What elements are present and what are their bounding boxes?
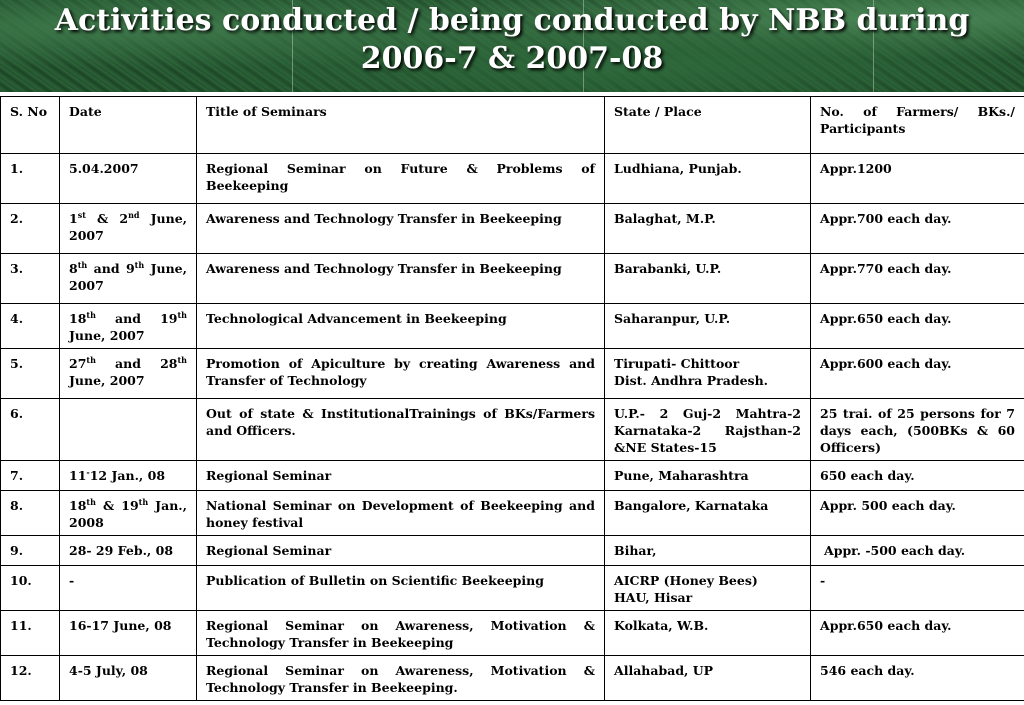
- cell-participants: Appr.600 each day.: [811, 349, 1024, 399]
- cell-place: Tirupati- Chittoor Dist. Andhra Pradesh.: [605, 349, 811, 399]
- cell-sno: 1.: [1, 154, 60, 204]
- cell-title: Promotion of Apiculture by creating Awareness and Transfer of Technology: [197, 349, 605, 399]
- page-title-line2: 2006-7 & 2007-08: [360, 41, 664, 76]
- table-row: [1, 254, 1024, 304]
- header-participants: No. of Farmers/ BKs./ Participants: [811, 97, 1024, 154]
- header-place: State / Place: [605, 97, 811, 154]
- title-banner: [0, 0, 1024, 92]
- cell-participants: 25 trai. of 25 persons for 7 days each, (500BKs & 60 Officers): [811, 399, 1024, 461]
- cell-date: 28- 29 Feb., 08: [60, 536, 197, 566]
- cell-sno: 10.: [1, 566, 60, 611]
- cell-sno: 7.: [1, 461, 60, 491]
- cell-title: Regional Seminar on Awareness, Motivation & Technology Transfer in Beekeeping.: [197, 656, 605, 701]
- cell-date: 5.04.2007: [60, 154, 197, 204]
- cell-title: Awareness and Technology Transfer in Beekeeping: [197, 204, 605, 254]
- cell-participants: Appr.650 each day.: [811, 611, 1024, 656]
- cell-place: Ludhiana, Punjab.: [605, 154, 811, 204]
- cell-title: Regional Seminar: [197, 461, 605, 491]
- table-row: [1, 204, 1024, 254]
- table-header-row: [1, 97, 1024, 154]
- table-row: [1, 536, 1024, 566]
- header-date: Date: [60, 97, 197, 154]
- cell-participants: Appr.770 each day.: [811, 254, 1024, 304]
- cell-participants: Appr. -500 each day.: [811, 536, 1024, 566]
- cell-date: 8th and 9th June, 2007: [60, 254, 197, 304]
- cell-sno: 6.: [1, 399, 60, 461]
- table-row: [1, 304, 1024, 349]
- cell-place: Allahabad, UP: [605, 656, 811, 701]
- cell-sno: 8.: [1, 491, 60, 536]
- cell-date: 16-17 June, 08: [60, 611, 197, 656]
- table-row: [1, 399, 1024, 461]
- cell-sno: 2.: [1, 204, 60, 254]
- cell-date: 1st & 2nd June, 2007: [60, 204, 197, 254]
- table-row: [1, 491, 1024, 536]
- table-row: [1, 154, 1024, 204]
- cell-sno: 3.: [1, 254, 60, 304]
- page-title-line1: Activities conducted / being conducted by NBB during: [54, 3, 970, 38]
- cell-place: Bangalore, Karnataka: [605, 491, 811, 536]
- cell-participants: Appr.1200: [811, 154, 1024, 204]
- table-row: [1, 656, 1024, 701]
- page-title: [0, 0, 1024, 78]
- cell-place: Pune, Maharashtra: [605, 461, 811, 491]
- cell-title: Technological Advancement in Beekeeping: [197, 304, 605, 349]
- cell-participants: Appr.700 each day.: [811, 204, 1024, 254]
- cell-place: Bihar,: [605, 536, 811, 566]
- table-row: [1, 566, 1024, 611]
- cell-participants: 546 each day.: [811, 656, 1024, 701]
- cell-title: Awareness and Technology Transfer in Beekeeping: [197, 254, 605, 304]
- header-sno: S. No: [1, 97, 60, 154]
- cell-place: Saharanpur, U.P.: [605, 304, 811, 349]
- cell-sno: 11.: [1, 611, 60, 656]
- cell-title: Regional Seminar on Awareness, Motivation & Technology Transfer in Beekeeping: [197, 611, 605, 656]
- cell-participants: -: [811, 566, 1024, 611]
- seminar-table-wrapper: [0, 96, 1024, 701]
- cell-sno: 12.: [1, 656, 60, 701]
- cell-place: AICRP (Honey Bees) HAU, Hisar: [605, 566, 811, 611]
- cell-date: 11-12 Jan., 08: [60, 461, 197, 491]
- cell-participants: Appr. 500 each day.: [811, 491, 1024, 536]
- cell-participants: Appr.650 each day.: [811, 304, 1024, 349]
- cell-sno: 4.: [1, 304, 60, 349]
- cell-title: Regional Seminar: [197, 536, 605, 566]
- cell-date: 18th & 19th Jan., 2008: [60, 491, 197, 536]
- cell-date: 4-5 July, 08: [60, 656, 197, 701]
- cell-title: Regional Seminar on Future & Problems of Beekeeping: [197, 154, 605, 204]
- cell-sno: 9.: [1, 536, 60, 566]
- cell-place: Balaghat, M.P.: [605, 204, 811, 254]
- cell-title: National Seminar on Development of Beekeeping and honey festival: [197, 491, 605, 536]
- cell-date: [60, 399, 197, 461]
- table-row: [1, 461, 1024, 491]
- table-row: [1, 611, 1024, 656]
- cell-title: Out of state & InstitutionalTrainings of BKs/Farmers and Officers.: [197, 399, 605, 461]
- cell-place: U.P.- 2 Guj-2 Mahtra-2 Karnataka-2 Rajsthan-2 &NE States-15: [605, 399, 811, 461]
- cell-place: Kolkata, W.B.: [605, 611, 811, 656]
- cell-date: 18th and 19th June, 2007: [60, 304, 197, 349]
- cell-sno: 5.: [1, 349, 60, 399]
- header-title: Title of Seminars: [197, 97, 605, 154]
- cell-participants: 650 each day.: [811, 461, 1024, 491]
- seminar-table: [0, 96, 1024, 701]
- cell-date: -: [60, 566, 197, 611]
- cell-date: 27th and 28th June, 2007: [60, 349, 197, 399]
- table-row: [1, 349, 1024, 399]
- cell-place: Barabanki, U.P.: [605, 254, 811, 304]
- cell-title: Publication of Bulletin on Scientific Beekeeping: [197, 566, 605, 611]
